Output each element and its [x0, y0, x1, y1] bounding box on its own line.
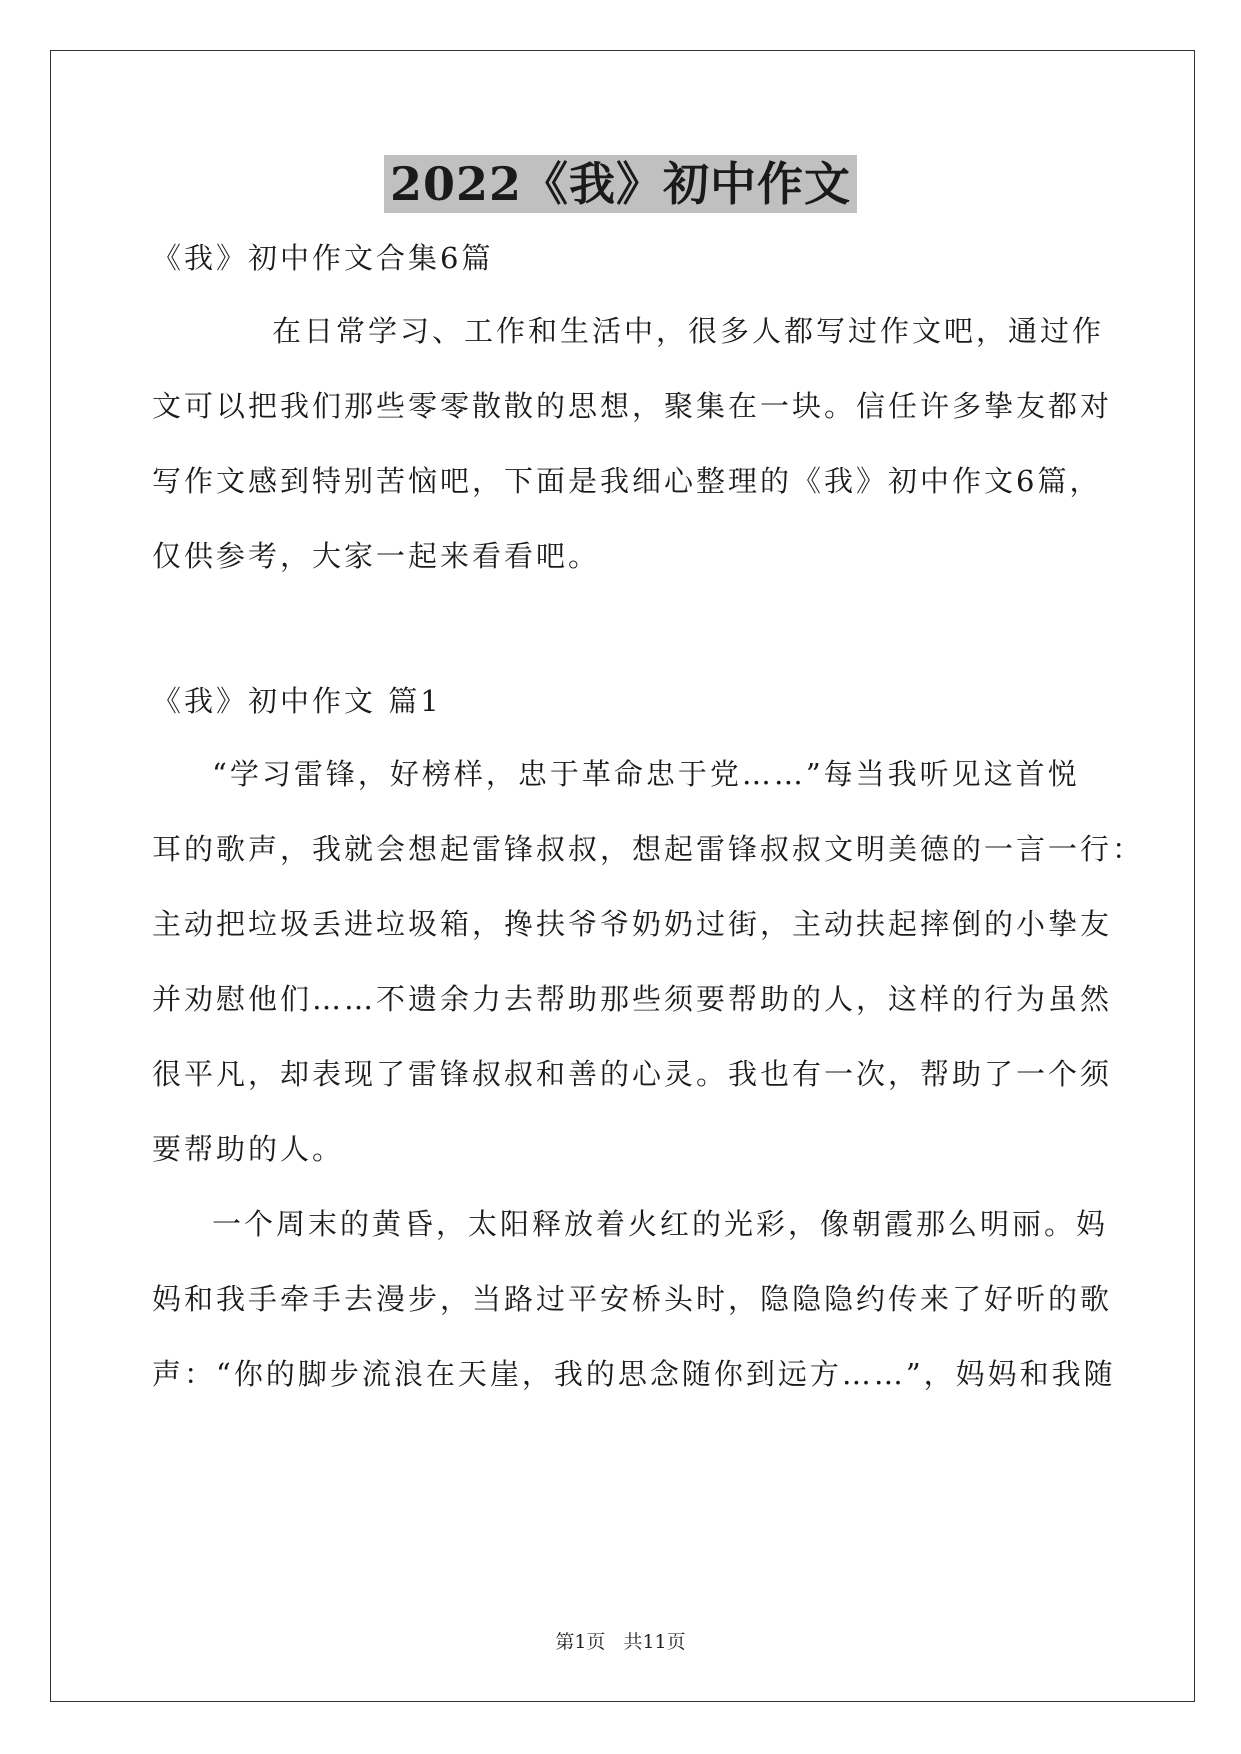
- document-title: 2022《我》初中作文: [384, 155, 857, 213]
- intro-line: 仅供参考，大家一起来看看吧。: [152, 539, 601, 573]
- paragraph-line: 主动把垃圾丢进垃圾箱，搀扶爷爷奶奶过街，主动扶起摔倒的小挚友: [152, 907, 1113, 941]
- paragraph-line: 耳的歌声，我就会想起雷锋叔叔，想起雷锋叔叔文明美德的一言一行：: [152, 832, 1145, 866]
- intro-line: 在日常学习、工作和生活中，很多人都写过作文吧，通过作: [272, 314, 1105, 348]
- page-number: 第1页: [555, 1631, 606, 1653]
- page-border: [50, 50, 1195, 1702]
- paragraph-line: 一个周末的黄昏，太阳释放着火红的光彩，像朝霞那么明丽。妈: [212, 1207, 1109, 1241]
- paragraph-line: 并劝慰他们……不遗余力去帮助那些须要帮助的人，这样的行为虽然: [152, 982, 1113, 1016]
- intro-line: 写作文感到特别苦恼吧，下面是我细心整理的《我》初中作文6篇，: [152, 464, 1102, 498]
- paragraph-line: 很平凡，却表现了雷锋叔叔和善的心灵。我也有一次，帮助了一个须: [152, 1057, 1113, 1091]
- page-footer: [0, 1630, 1241, 1654]
- paragraph-line: 妈和我手牵手去漫步，当路过平安桥头时，隐隐隐约传来了好听的歌: [152, 1282, 1113, 1316]
- paragraph-line: 声：“你的脚步流浪在天崖，我的思念随你到远方……”，妈妈和我随: [152, 1357, 1116, 1391]
- paragraph-line: “学习雷锋，好榜样，忠于革命忠于党……”每当我听见这首悦: [212, 757, 1080, 791]
- page-total: 共11页: [623, 1631, 686, 1653]
- paragraph-line: 要帮助的人。: [152, 1132, 345, 1166]
- title-container: [0, 155, 1241, 213]
- intro-line: 文可以把我们那些零零散散的思想，聚集在一块。信任许多挚友都对: [152, 389, 1113, 423]
- section-heading: 《我》初中作文 篇1: [152, 684, 442, 718]
- document-subtitle: 《我》初中作文合集6篇: [152, 241, 494, 275]
